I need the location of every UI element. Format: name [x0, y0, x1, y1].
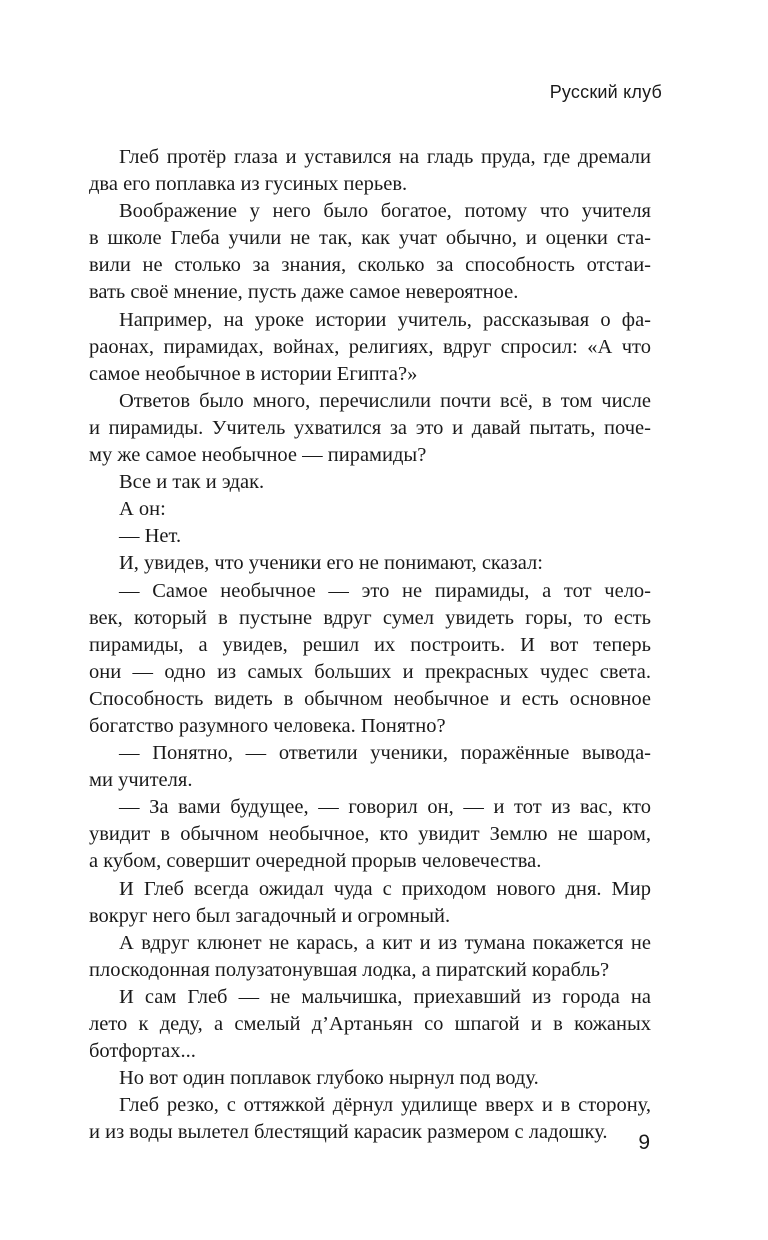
- text-line: век, который в пустыне вдруг сумел увидеть горы, то есть: [89, 606, 651, 629]
- text-line: И сам Глеб — не мальчишка, приехавший из города на: [119, 985, 651, 1008]
- text-line: они — одно из самых больших и прекрасных чудес света.: [89, 660, 651, 683]
- text-line: Глеб резко, с оттяжкой дёрнул удилище вверх и в сторону,: [119, 1094, 651, 1117]
- text-line: ми учителя.: [89, 769, 193, 792]
- text-line: — Самое необычное — это не пирамиды, а тот чело-: [119, 579, 651, 602]
- text-line: — За вами будущее, — говорил он, — и тот из вас, кто: [119, 796, 651, 819]
- text-line: — Понятно, — ответили ученики, поражённые вывода-: [119, 742, 651, 765]
- text-line: в школе Глеба учили не так, как учат обычно, и оценки ста-: [89, 227, 651, 250]
- text-line: А он:: [119, 498, 166, 521]
- text-line: раонах, пирамидах, войнах, религиях, вдруг спросил: «А что: [89, 335, 651, 358]
- running-header: Русский клуб: [549, 82, 662, 102]
- text-line: и из воды вылетел блестящий карасик размером с ладошку.: [89, 1121, 608, 1144]
- text-line: А вдруг клюнет не карась, а кит и из тумана покажется не: [119, 931, 651, 954]
- text-line: Но вот один поплавок глубоко нырнул под воду.: [119, 1067, 539, 1090]
- text-line: — Нет.: [119, 525, 182, 548]
- text-line: вокруг него был загадочный и огромный.: [89, 904, 451, 927]
- text-line: и пирамиды. Учитель ухватился за это и давай пытать, поче-: [89, 416, 651, 439]
- text-line: самое необычное в истории Египта?»: [89, 362, 418, 385]
- body-text: [89, 144, 651, 1146]
- text-line: Глеб протёр глаза и уставился на гладь пруда, где дремали: [119, 146, 651, 168]
- page-number: 9: [638, 1131, 650, 1154]
- text-line: богатство разумного человека. Понятно?: [89, 714, 446, 737]
- text-line: Например, на уроке истории учитель, рассказывая о фа-: [119, 308, 651, 331]
- text-line: пирамиды, а увидев, решил их построить. И вот теперь: [89, 633, 651, 656]
- text-line: вили не столько за знания, сколько за способность отстаи-: [89, 254, 651, 277]
- text-line: Способность видеть в обычном необычное и есть основное: [89, 687, 651, 710]
- text-line: му же самое необычное — пирамиды?: [89, 444, 427, 467]
- text-line: И Глеб всегда ожидал чуда с приходом нового дня. Мир: [119, 877, 651, 900]
- text-line: увидит в обычном необычное, кто увидит Землю не шаром,: [89, 823, 651, 846]
- text-line: лето к деду, а смелый д’Артаньян со шпагой и в кожаных: [89, 1013, 651, 1035]
- text-line: два его поплавка из гусиных перьев.: [89, 173, 408, 196]
- text-line: вать своё мнение, пусть даже самое невероятное.: [89, 281, 519, 304]
- text-line: И, увидев, что ученики его не понимают, сказал:: [119, 552, 543, 575]
- text-line: ботфортах...: [89, 1040, 196, 1063]
- text-line: а кубом, совершит очередной прорыв человечества.: [89, 850, 542, 873]
- text-line: Ответов было много, перечислили почти всё, в том числе: [119, 389, 651, 412]
- text-line: плоскодонная полузатонувшая лодка, а пиратский корабль?: [89, 958, 610, 981]
- text-line: Все и так и эдак.: [119, 471, 265, 494]
- text-line: Воображение у него было богатое, потому что учителя: [119, 200, 651, 223]
